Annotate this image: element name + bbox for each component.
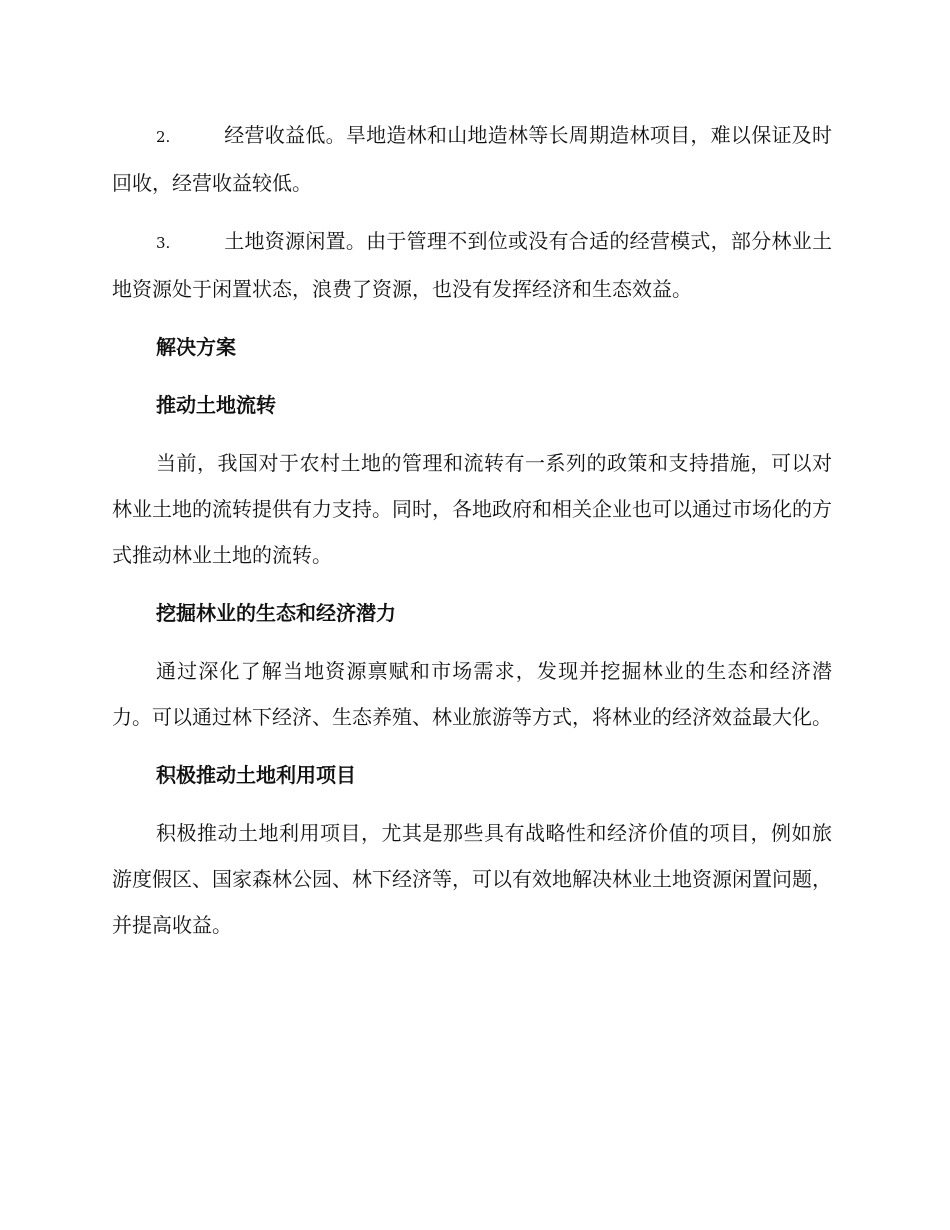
list-item xyxy=(112,218,832,312)
section-heading-land-transfer: 推动土地流转 xyxy=(156,393,276,417)
list-item-text: 土地资源闲置。由于管理不到位或没有合适的经营模式，部分林业土地资源处于闲置状态，浪费了资源，也没有发挥经济和生态效益。 xyxy=(112,229,832,301)
section-heading-forestry-potential: 挖掘林业的生态和经济潜力 xyxy=(156,601,396,625)
list-item-number: 3. xyxy=(156,234,171,252)
section-body-land-transfer: 当前，我国对于农村土地的管理和流转有一系列的政策和支持措施，可以对林业土地的流转提供有力支持。同时，各地政府和相关企业也可以通过市场化的方式推动林业土地的流转。 xyxy=(112,451,832,567)
list-item xyxy=(112,112,832,206)
section-body-land-use-projects: 积极推动土地利用项目，尤其是那些具有战略性和经济价值的项目，例如旅游度假区、国家森林公园、林下经济等，可以有效地解决林业土地资源闲置问题，并提高收益。 xyxy=(112,821,832,937)
section-body-forestry-potential: 通过深化了解当地资源禀赋和市场需求，发现并挖掘林业的生态和经济潜力。可以通过林下经济、生态养殖、林业旅游等方式，将林业的经济效益最大化。 xyxy=(112,659,832,729)
section-heading-land-use-projects: 积极推动土地利用项目 xyxy=(156,763,356,787)
document-page xyxy=(112,112,832,960)
list-item-number: 2. xyxy=(156,128,171,146)
solution-heading: 解决方案 xyxy=(156,335,236,359)
list-item-text: 经营收益低。旱地造林和山地造林等长周期造林项目，难以保证及时回收，经营收益较低。 xyxy=(112,123,832,195)
